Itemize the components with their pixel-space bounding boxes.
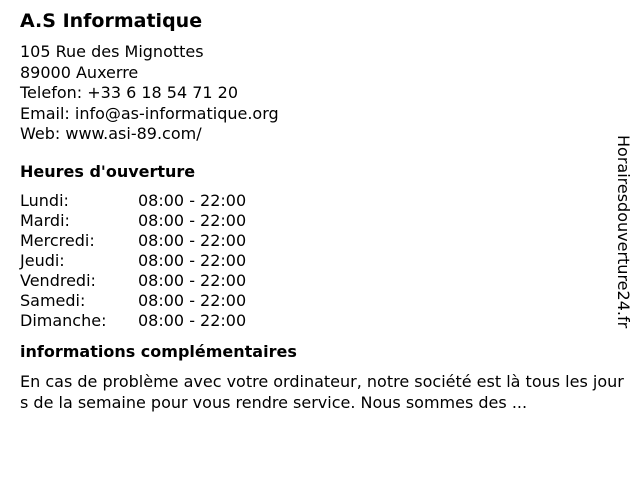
- brand-watermark: Horairesdouverture24.fr: [614, 135, 633, 329]
- day-label: Mardi:: [20, 210, 70, 230]
- city-postal: 89000 Auxerre: [20, 62, 139, 82]
- day-label: Samedi:: [20, 290, 86, 310]
- hours-heading: Heures d'ouverture: [20, 161, 196, 181]
- info-description: En cas de problème avec votre ordinateur, notre société est là tous les jours de la semaine pour vous rendre service. Nous sommes des ...: [20, 371, 624, 412]
- hours-row-monday: [20, 191, 246, 211]
- business-name: A.S Informatique: [20, 10, 203, 32]
- hours-row-friday: [20, 271, 246, 291]
- phone-text: Telefon: +33 6 18 54 71 20: [20, 83, 239, 102]
- time-range: 08:00 - 22:00: [138, 210, 247, 230]
- info-heading: informations complémentaires: [20, 341, 297, 361]
- address-block: [20, 42, 626, 145]
- hours-row-sunday: [20, 311, 246, 331]
- hours-table: [20, 191, 246, 331]
- business-card: [20, 8, 626, 413]
- time-range: 08:00 - 22:00: [138, 190, 247, 210]
- hours-row-saturday: [20, 291, 246, 311]
- day-label: Vendredi:: [20, 270, 96, 290]
- time-range: 08:00 - 22:00: [138, 250, 247, 270]
- time-range: 08:00 - 22:00: [138, 290, 247, 310]
- hours-row-thursday: [20, 251, 246, 271]
- day-label: Dimanche:: [20, 310, 107, 330]
- time-range: 08:00 - 22:00: [138, 270, 247, 290]
- day-label: Lundi:: [20, 190, 69, 210]
- email-text: Email: info@as-informatique.org: [20, 103, 279, 123]
- day-label: Jeudi:: [20, 250, 65, 270]
- day-label: Mercredi:: [20, 230, 95, 250]
- time-range: 08:00 - 22:00: [138, 310, 247, 330]
- street-address: 105 Rue des Mignottes: [20, 42, 204, 61]
- hours-row-tuesday: [20, 211, 246, 231]
- hours-row-wednesday: [20, 231, 246, 251]
- website-text: Web: www.asi-89.com/: [20, 124, 202, 143]
- time-range: 08:00 - 22:00: [138, 230, 247, 250]
